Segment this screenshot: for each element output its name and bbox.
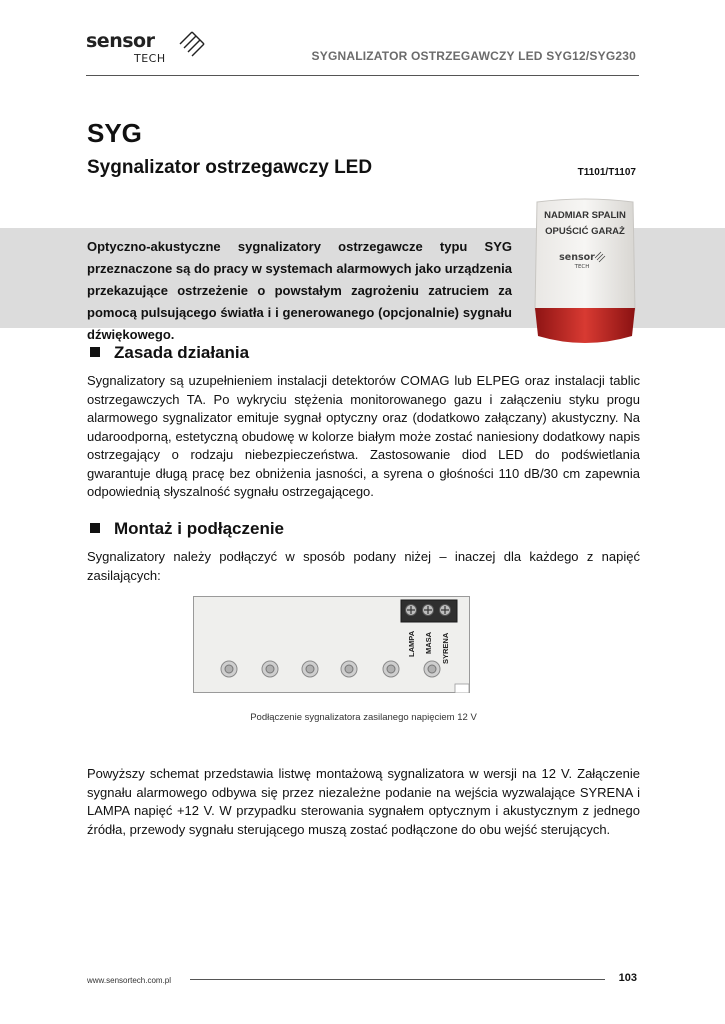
section-heading-text: Montaż i podłączenie	[114, 519, 285, 538]
section-heading-text: Zasada działania	[114, 343, 250, 362]
company-logo	[86, 28, 216, 68]
terminal-label-syrena: SYRENA	[441, 632, 450, 664]
header-divider	[86, 75, 639, 76]
header-document-title: SYGNALIZATOR OSTRZEGAWCZY LED SYG12/SYG230	[311, 49, 636, 63]
device-image	[529, 198, 641, 348]
wiring-diagram	[193, 596, 470, 693]
bullet-square-icon	[90, 347, 100, 357]
footer-divider	[190, 979, 605, 980]
device-label-line2: OPUŚCIĆ GARAŻ	[545, 226, 625, 237]
page-title: SYG	[87, 118, 142, 148]
footer-website: www.sensortech.com.pl	[87, 976, 172, 985]
section-heading-montaz	[90, 519, 284, 539]
device-label-line1: NADMIAR SPALIN	[544, 210, 626, 221]
intro-paragraph: Optyczno-akustyczne sygnalizatory ostrzegawcze typu SYG przeznaczone są do pracy w systemach alarmowych jako urządzenia przekazujące ostrzeżenie o powstałym zagrożeniu zatruciem za pomocą pulsującego światła i i generowanego (opcjonalnie) sygnału dźwiękowego.	[87, 239, 512, 342]
section-body-montaz: Sygnalizatory należy podłączyć w sposób podany niżej – inaczej dla każdego z napięć zasilających:	[87, 549, 640, 583]
terminal-label-masa: MASA	[424, 631, 433, 654]
section-body-zasada: Sygnalizatory są uzupełnieniem instalacji detektorów COMAG lub ELPEG oraz instalacji tablic ostrzegawczych TA. Po wykryciu stężenia monitorowanego gazu i załączeniu styku progu alarmowego sygnalizator emituje sygnał optyczny oraz (dodatkowo załączany) akustyczny. Na udaroodporną, estetyczną obudowę w kolorze białym może zostać naniesiony dodatkowy napis ostrzegający o rodzaju niebezpieczeństwa. Zastosowanie diod LED do podświetlania gwarantuje długą pracę bez obniżenia jasności, a syrena o głośności 110 dB/30 cm zapewnia odpowiednią słyszalność sygnału ostrzegającego.	[87, 373, 640, 499]
diagram-description: Powyższy schemat przedstawia listwę montażową sygnalizatora w wersji na 12 V. Załączenie sygnału alarmowego odbywa się przez niezależne podanie na wejścia wyzwalające SYRENA i LAMPA napięć +12 V. W przypadku sterowania sygnałem optycznym i akustycznym z jednego źródła, przewody sygnału sterującego muszą zostać podłączone do obu wejść sterujących.	[87, 766, 640, 837]
logo-subtext: TECH	[134, 52, 166, 65]
figure-caption: Podłączenie sygnalizatora zasilanego napięciem 12 V	[250, 712, 477, 723]
bullet-square-icon	[90, 523, 100, 533]
page-number: 103	[618, 972, 637, 984]
terminal-label-lampa: LAMPA	[407, 630, 416, 657]
logo-mark-icon	[176, 30, 208, 58]
page-subtitle: Sygnalizator ostrzegawczy LED	[87, 157, 373, 178]
logo-wordmark: sensor	[86, 30, 155, 52]
section-heading-zasada	[90, 343, 249, 363]
screw-terminal-icon	[406, 605, 451, 616]
device-logo-sub: TECH	[574, 264, 590, 270]
device-logo-word: sensor	[559, 252, 595, 263]
product-code: T1101/T1107	[577, 167, 636, 178]
